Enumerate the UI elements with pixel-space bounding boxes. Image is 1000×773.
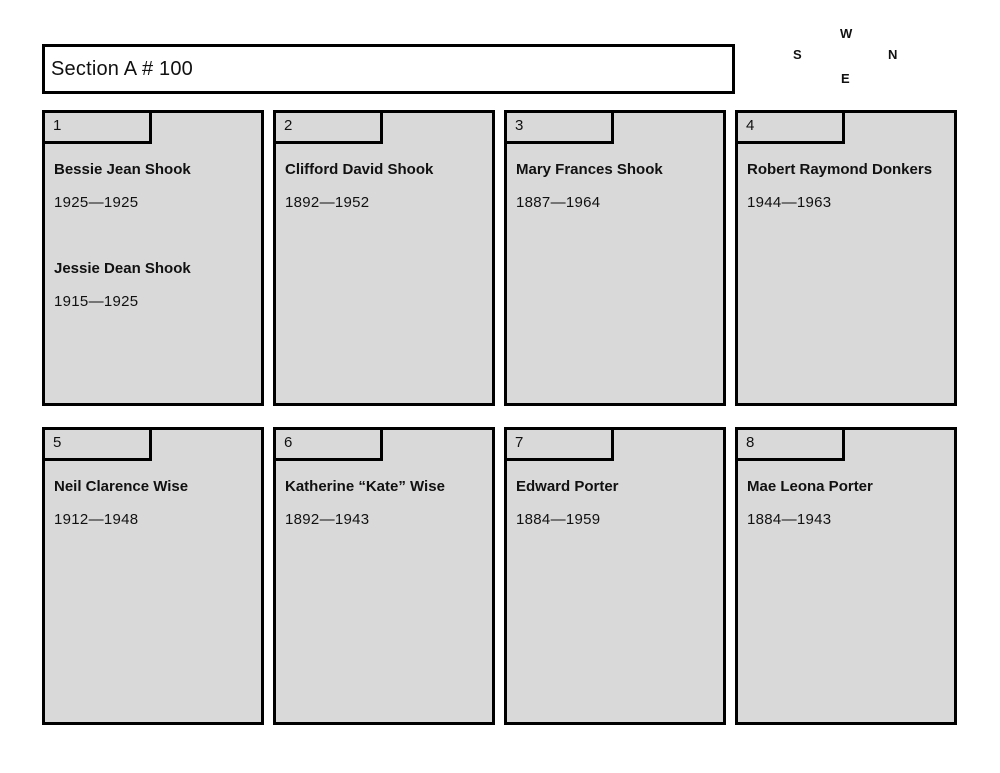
- plot-number-tab: [735, 427, 845, 461]
- occupant-dates: 1925—1925: [54, 194, 139, 211]
- plot-card: [504, 110, 726, 406]
- compass-north-label: N: [888, 47, 898, 62]
- compass-south-label: S: [793, 47, 802, 62]
- plot-card: [735, 110, 957, 406]
- plot-card: [504, 427, 726, 725]
- plot-number: 5: [53, 434, 62, 451]
- plot-number-tab: [273, 427, 383, 461]
- occupant-name: Katherine “Kate” Wise: [285, 478, 445, 495]
- occupant-entry: [54, 252, 253, 318]
- occupant-name: Jessie Dean Shook: [54, 260, 191, 277]
- occupant-entry: [285, 153, 484, 219]
- occupant-entry: [285, 470, 484, 536]
- occupant-dates: 1892—1943: [285, 511, 370, 528]
- occupant-entry: [747, 153, 946, 219]
- plot-grid: [42, 110, 957, 725]
- plot-card: [273, 427, 495, 725]
- occupant-dates: 1915—1925: [54, 293, 139, 310]
- compass-east-label: E: [841, 71, 850, 86]
- occupant-name: Bessie Jean Shook: [54, 161, 191, 178]
- plot-number: 7: [515, 434, 524, 451]
- occupant-entry: [516, 153, 715, 219]
- occupant-entry: [747, 470, 946, 536]
- plot-number-tab: [504, 427, 614, 461]
- occupant-name: Edward Porter: [516, 478, 619, 495]
- occupant-name: Clifford David Shook: [285, 161, 434, 178]
- compass: [770, 10, 950, 90]
- plot-number: 3: [515, 117, 524, 134]
- plot-number: 2: [284, 117, 293, 134]
- section-label-box: [42, 44, 735, 94]
- plot-card: [42, 427, 264, 725]
- occupant-dates: 1912—1948: [54, 511, 139, 528]
- occupant-dates: 1884—1943: [747, 511, 832, 528]
- occupant-entry: [54, 470, 253, 536]
- occupant-name: Mary Frances Shook: [516, 161, 663, 178]
- occupant-entry: [516, 470, 715, 536]
- compass-west-label: W: [840, 26, 853, 41]
- plot-number-tab: [42, 427, 152, 461]
- occupant-name: Robert Raymond Donkers: [747, 161, 933, 178]
- occupant-dates: 1892—1952: [285, 194, 370, 211]
- plot-number: 4: [746, 117, 755, 134]
- plot-card: [42, 110, 264, 406]
- occupant-dates: 1884—1959: [516, 511, 601, 528]
- plot-number-tab: [42, 110, 152, 144]
- occupant-dates: 1887—1964: [516, 194, 601, 211]
- plot-card: [735, 427, 957, 725]
- plot-number: 6: [284, 434, 293, 451]
- plot-number: 8: [746, 434, 755, 451]
- plot-number-tab: [273, 110, 383, 144]
- occupant-name: Mae Leona Porter: [747, 478, 873, 495]
- section-title: Section A # 100: [51, 57, 194, 80]
- occupant-name: Neil Clarence Wise: [54, 478, 189, 495]
- plot-card: [273, 110, 495, 406]
- plot-number-tab: [735, 110, 845, 144]
- occupant-entry: [54, 153, 253, 219]
- plot-number-tab: [504, 110, 614, 144]
- occupant-dates: 1944—1963: [747, 194, 832, 211]
- plot-number: 1: [53, 117, 62, 134]
